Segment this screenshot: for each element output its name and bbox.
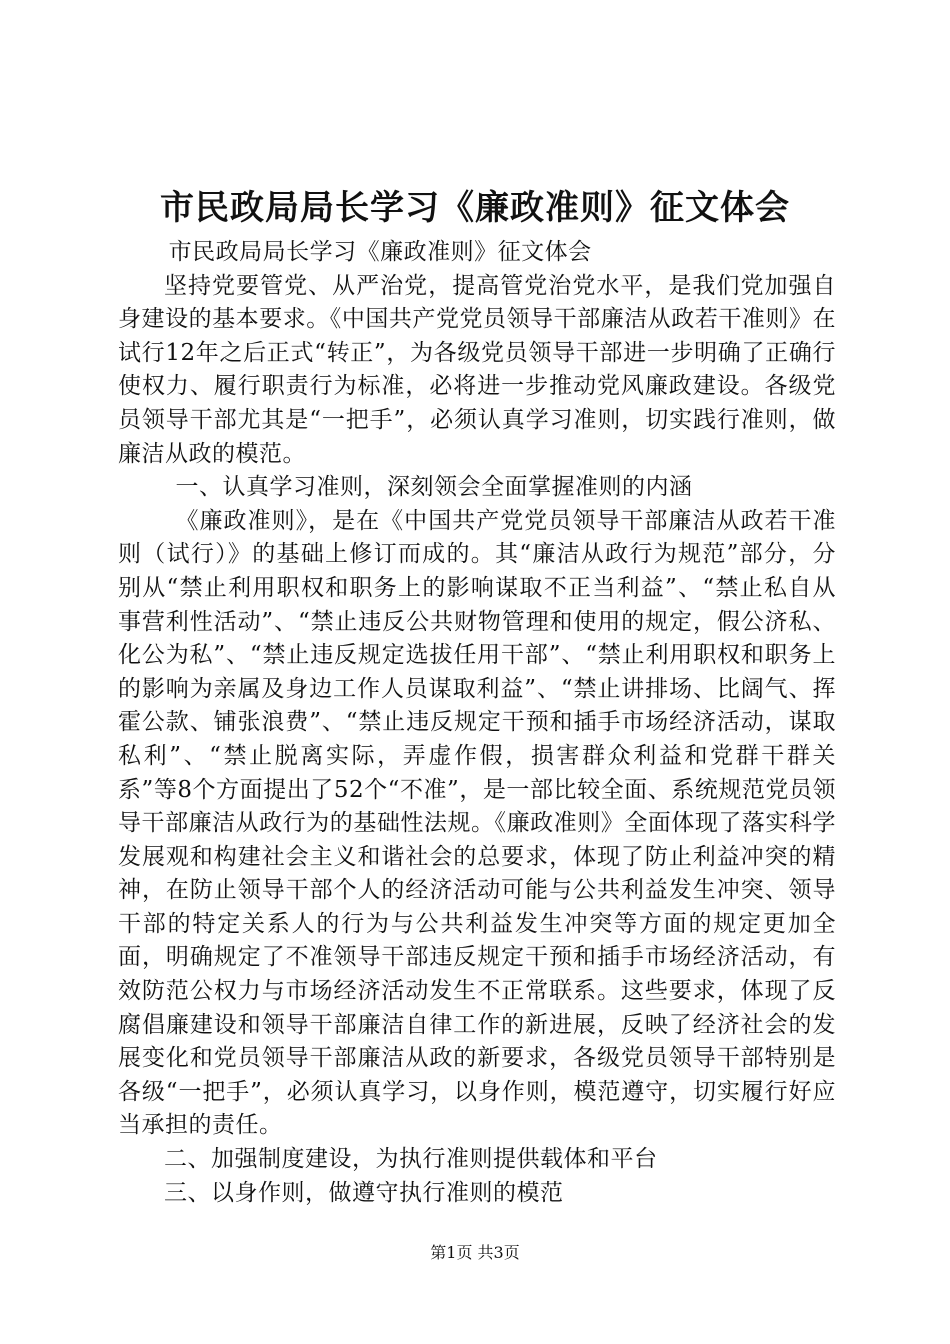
page-footer: 第1页 共3页 <box>430 1243 520 1262</box>
section-heading-3: 三、以身作则，做遵守执行准则的模范 <box>164 1179 564 1206</box>
section-heading-1: 一、认真学习准则，深刻领会全面掌握准则的内涵 <box>175 474 693 501</box>
section-1-paragraph: 《廉政准则》，是在《中国共产党党员领导干部廉洁从政若干准则（试行）》的基础上修订而成的。其“廉洁从政行为规范”部分，分别从“禁止利用职权和职务上的影响谋取不正当利益”、“禁止私自从事营利性活动”、“禁止违反公共财物管理和使用的规定，假公济私、化公为私”、“禁止违反规定选拔任用干部”、“禁止利用职权和职务上的影响为亲属及身边工作人员谋取利益”、“禁止讲排场、比阔气、挥霍公款、铺张浪费”、“禁止违反规定干预和插手市场经济活动，谋取私利”、“禁止脱离实际，弄虚作假，损害群众利益和党群干群关系”等8个方面提出了52个“不准”，是一部比较全面、系统规范党员领导干部廉洁从政行为的基础性法规。《廉政准则》全面体现了落实科学发展观和构建社会主义和谐社会的总要求，体现了防止利益冲突的精神，在防止领导干部个人的经济活动可能与公共利益发生冲突、领导干部的特定关系人的行为与公共利益发生冲突等方面的规定更加全面，明确规定了不准领导干部违反规定干预和插手市场经济活动，有效防范公权力与市场经济活动发生不正常联系。这些要求，体现了反腐倡廉建设和领导干部廉洁自律工作的新进展，反映了经济社会的发展变化和党员领导干部廉洁从政的新要求，各级党员领导干部特别是各级“一把手”，必须认真学习，以身作则，模范遵守，切实履行好应当承担的责任。 <box>118 507 836 1139</box>
document-title: 市民政局局长学习《廉政准则》征文体会 <box>160 188 790 228</box>
section-heading-2: 二、加强制度建设，为执行准则提供载体和平台 <box>164 1146 658 1173</box>
intro-paragraph: 坚持党要管党、从严治党，提高管党治党水平，是我们党加强自身建设的基本要求。《中国共产党党员领导干部廉洁从政若干准则》在试行12年之后正式“转正”，为各级党员领导干部进一步明确了正确行使权力、履行职责行为标准，必将进一步推动党风廉政建设。各级党员领导干部尤其是“一把手”，必须认真学习准则，切实践行准则，做廉洁从政的模范。 <box>118 272 836 467</box>
document-subtitle: 市民政局局长学习《廉政准则》征文体会 <box>168 239 592 265</box>
document-body <box>118 236 836 1210</box>
